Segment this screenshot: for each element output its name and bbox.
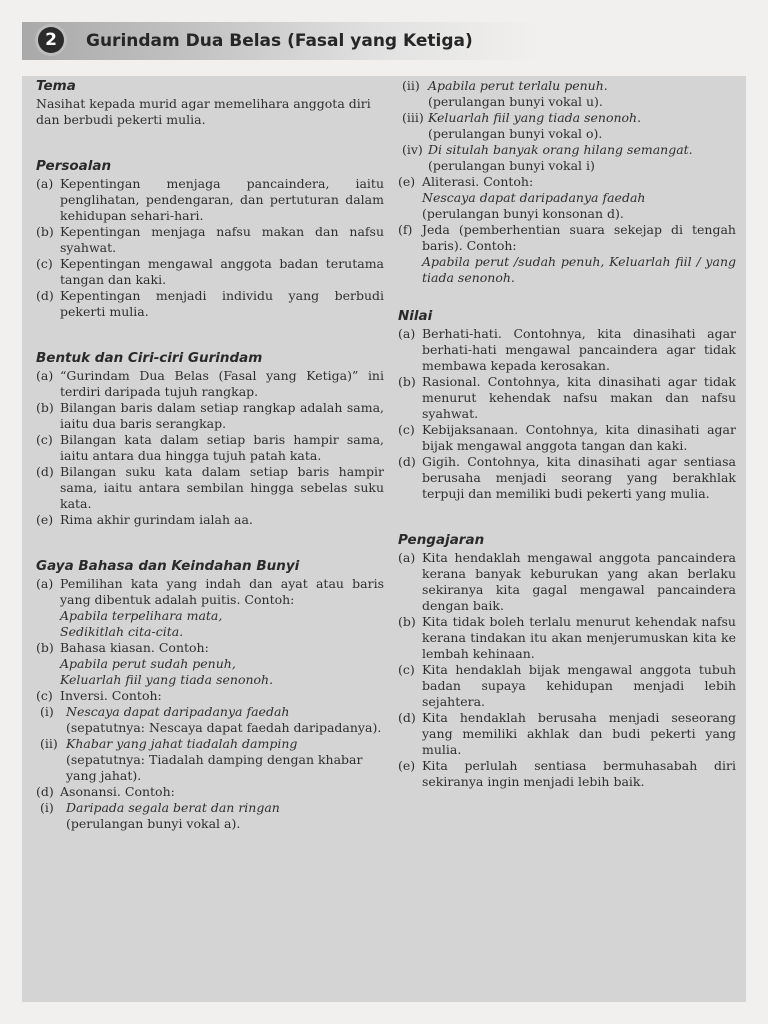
number-badge-wrap: [22, 22, 76, 60]
asonansi-sub: (iii) Keluarlah fiil yang tiada senonoh. (perulangan bunyi vokal o).: [402, 110, 642, 141]
bentuk-item: (c) Bilangan kata dalam setiap baris hampir sama, iaitu antara dua hingga tujuh patah kata.: [36, 432, 384, 463]
gaya-item-e: (e) Aliterasi. Contoh: Nescaya dapat daripadanya faedah (perulangan bunyi konsonan d).: [398, 174, 736, 222]
tema-text: Nasihat kepada murid agar memelihara anggota diri dan berbudi pekerti mulia.: [36, 96, 371, 127]
number-badge: 2: [38, 27, 64, 53]
nilai-item: (d) Gigih. Contohnya, kita dinasihati agar sentiasa berusaha menjadi seorang yang berakhlak terpuji dan memiliki budi pekerti yang mulia.: [398, 454, 736, 501]
persoalan-heading: Persoalan: [36, 158, 112, 174]
persoalan-item: (b) Kepentingan menjaga nafsu makan dan nafsu syahwat.: [36, 224, 384, 255]
bentuk-item: (d) Bilangan suku kata dalam setiap baris hampir sama, iaitu antara sembilan hingga sebelas suku kata.: [36, 464, 384, 511]
example-line: Keluarlah fiil yang tiada senonoh.: [60, 672, 274, 687]
gaya-item-a: (a) Pemilihan kata yang indah dan ayat atau baris yang dibentuk adalah puitis. Contoh: Apabila terpelihara mata, Sedikitlah cita-cita.: [36, 576, 384, 639]
pengajaran-item: (d) Kita hendaklah berusaha menjadi seseorang yang memiliki akhlak dan budi pekerti yang mulia.: [398, 710, 736, 757]
pengajaran-heading: Pengajaran: [398, 532, 485, 548]
nilai-item: (a) Berhati-hati. Contohnya, kita dinasihati agar berhati-hati mengawal pancaindera agar tidak membawa kepada kerosakan.: [398, 326, 736, 373]
persoalan-item: (d) Kepentingan menjadi individu yang berbudi pekerti mulia.: [36, 288, 384, 319]
bentuk-item: (b) Bilangan baris dalam setiap rangkap adalah sama, iaitu dua baris serangkap.: [36, 400, 384, 431]
gaya-heading: Gaya Bahasa dan Keindahan Bunyi: [36, 558, 300, 574]
gaya-d-sub: (i) Daripada segala berat dan ringan (perulangan bunyi vokal a).: [40, 800, 280, 831]
gaya-item-c: (c) Inversi. Contoh:: [36, 688, 162, 703]
pengajaran-item: (a) Kita hendaklah mengawal anggota pancaindera kerana banyak keburukan yang akan berlaku sekiranya kita gagal mengawal pancaindera dengan baik.: [398, 550, 736, 613]
pengajaran-item: (e) Kita perlulah sentiasa bermuhasabah diri sekiranya ingin menjadi lebih baik.: [398, 758, 736, 789]
gaya-c-sub: (i) Nescaya dapat daripadanya faedah (sepatutnya: Nescaya dapat faedah daripadanya).: [40, 704, 382, 735]
left-column: [36, 78, 384, 832]
nilai-heading: Nilai: [398, 308, 433, 324]
example-line: Apabila perut sudah penuh,: [60, 656, 236, 671]
content-panel: [22, 76, 746, 1002]
persoalan-item: (c) Kepentingan mengawal anggota badan terutama tangan dan kaki.: [36, 256, 384, 287]
bentuk-heading: Bentuk dan Ciri-ciri Gurindam: [36, 350, 263, 366]
asonansi-sub: (iv) Di situlah banyak orang hilang semangat. (perulangan bunyi vokal i): [402, 142, 693, 173]
section-header: [22, 22, 542, 60]
gaya-c-sub: (ii) Khabar yang jahat tiadalah damping (sepatutnya: Tiadalah damping dengan khabar yang jahat).: [40, 736, 363, 783]
page-title: Gurindam Dua Belas (Fasal yang Ketiga): [86, 31, 473, 51]
example-line: Sedikitlah cita-cita.: [60, 624, 184, 639]
gaya-item-f: (f) Jeda (pemberhentian suara sekejap di tengah baris). Contoh: Apabila perut /sudah penuh, Keluarlah fiil / yang tiada senonoh.: [398, 222, 736, 285]
pengajaran-item: (b) Kita tidak boleh terlalu menurut kehendak nafsu kerana tindakan itu akan menjerumuskan kita ke lembah kehinaan.: [398, 614, 736, 661]
example-line: Apabila terpelihara mata,: [60, 608, 223, 623]
nilai-item: (b) Rasional. Contohnya, kita dinasihati agar tidak menurut kehendak nafsu makan dan nafsu syahwat.: [398, 374, 736, 421]
nilai-item: (c) Kebijaksanaan. Contohnya, kita dinasihati agar bijak mengawal anggota tangan dan kaki.: [398, 422, 736, 453]
example-line: Apabila perut /sudah penuh, Keluarlah fiil / yang tiada senonoh.: [422, 254, 736, 285]
bentuk-item: (a) “Gurindam Dua Belas (Fasal yang Ketiga)” ini terdiri daripada tujuh rangkap.: [36, 368, 384, 399]
example-line: Nescaya dapat daripadanya faedah: [422, 190, 646, 205]
tema-heading: Tema: [36, 78, 76, 94]
right-column: [398, 78, 736, 790]
gaya-item-d: (d) Asonansi. Contoh:: [36, 784, 175, 799]
pengajaran-item: (c) Kita hendaklah bijak mengawal anggota tubuh badan supaya kehidupan menjadi lebih sejahtera.: [398, 662, 736, 709]
gaya-item-b: (b) Bahasa kiasan. Contoh: Apabila perut sudah penuh, Keluarlah fiil yang tiada senonoh.: [36, 640, 384, 688]
bentuk-item: (e) Rima akhir gurindam ialah aa.: [36, 512, 253, 527]
persoalan-item: (a) Kepentingan menjaga pancaindera, iaitu penglihatan, pendengaran, dan pertuturan dalam kehidupan sehari-hari.: [36, 176, 384, 223]
asonansi-sub: (ii) Apabila perut terlalu penuh. (perulangan bunyi vokal u).: [402, 78, 608, 109]
